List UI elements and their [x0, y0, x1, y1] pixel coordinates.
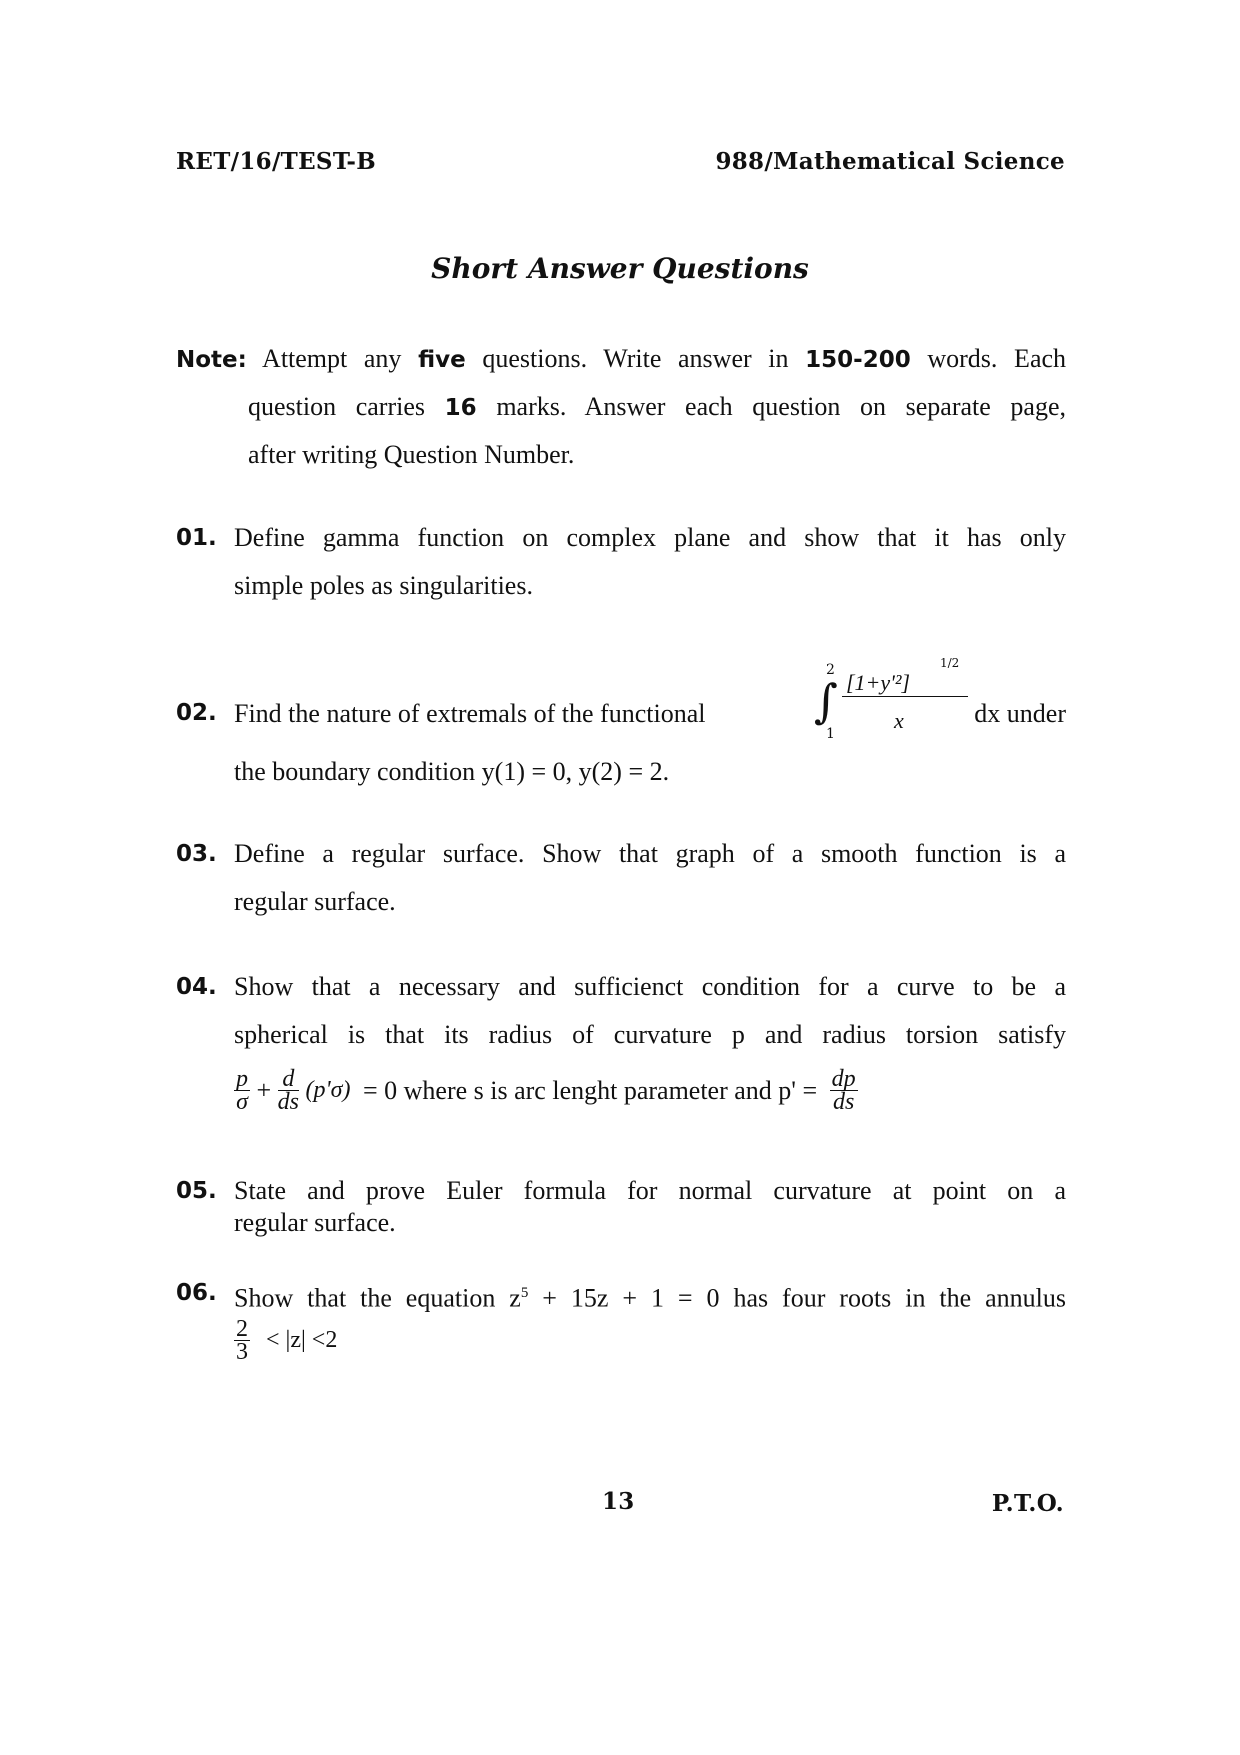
fraction: $\frac{dp}{ds}$ [831, 1066, 856, 1115]
question-text: Show that the equation $z^5 + 15z + 1 = 0$ has four roots in the annulus [234, 1283, 1066, 1313]
curvature-equation: $\frac{p}{\sigma}$ + $\frac{d}{ds}$ (p'σ) = 0 where s is arc lenght parameter and p' = $\frac{dp}{ds}$ [236, 1066, 856, 1115]
question-text: Define gamma function on complex plane and show that it has only [234, 523, 1066, 552]
integrand-denominator: x [894, 708, 904, 733]
page-title: Short Answer Questions [431, 252, 809, 285]
question-text-cont: regular surface. [234, 887, 396, 916]
question-text-cont: spherical is that its radius of curvature p and radius torsion satisfy [234, 1020, 1066, 1049]
header-code: RET/16/TEST-B [176, 148, 377, 175]
question-text: Define a regular surface. Show that graph of a smooth function is a [234, 839, 1066, 868]
integral-sign: ∫ [814, 674, 838, 728]
question-text-cont: simple poles as singularities. [234, 571, 533, 600]
fraction: $\frac{p}{\sigma}$ [236, 1066, 248, 1115]
question-number: 02. [176, 700, 217, 726]
fraction: $\frac{d}{ds}$ [277, 1066, 300, 1115]
question-number: 05. [176, 1178, 217, 1204]
question-number: 04. [176, 974, 217, 1000]
exponent: 1/2 [940, 656, 960, 670]
note-line-1: Note: Attempt any five questions. Write answer in 150-200 words. Each [176, 344, 1067, 373]
question-text: State and prove Euler formula for normal curvature at point on a [234, 1176, 1066, 1205]
note-line-3: after writing Question Number. [248, 440, 575, 469]
note-label: Note: [176, 347, 247, 373]
question-number: 01. [176, 525, 217, 551]
header-subject: 988/Mathematical Science [715, 148, 1065, 175]
question-number: 06. [176, 1280, 217, 1306]
question-text-cont: regular surface. [234, 1208, 396, 1237]
integrand-numerator: [1+y'²] [842, 670, 968, 697]
question-text: Find the nature of extremals of the functional [234, 699, 706, 728]
functional-integral: ∫ 2 1 [1+y'²] 1/2 x [814, 660, 964, 755]
note-line-2: question carries 16 marks. Answer each question on separate page, [248, 392, 1067, 421]
question-text-tail: dx under [974, 699, 1066, 728]
fraction: $\frac{2}{3}$ [236, 1316, 248, 1365]
question-text-cont: the boundary condition y(1) = 0, y(2) = 2. [234, 757, 670, 786]
question-text: Show that a necessary and sufficienct condition for a curve to be a [234, 972, 1066, 1001]
page-number: 13 [602, 1488, 635, 1515]
annulus-condition: $\frac{2}{3}$ < |z| <2 [236, 1316, 338, 1365]
question-number: 03. [176, 841, 217, 867]
pto-label: P.T.O. [991, 1490, 1064, 1517]
